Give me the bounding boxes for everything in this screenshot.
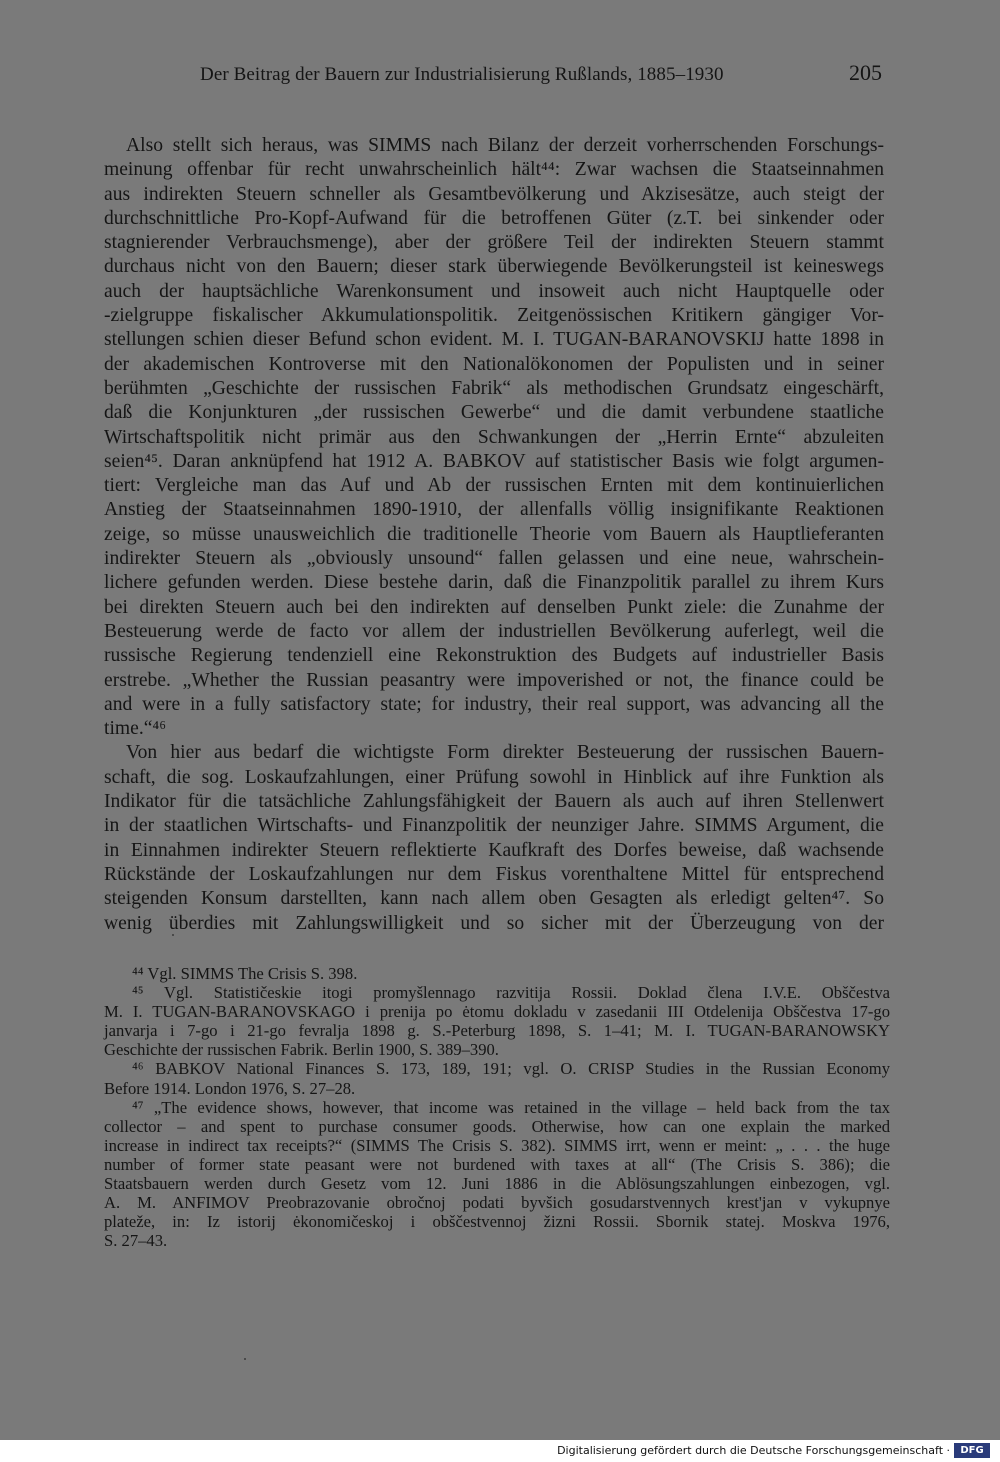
footnote-line: A. M. ANFIMOV Preobrazovanie obročnoj podati byvšich gosudarstvennych krest'jan v vykupnye — [104, 1193, 890, 1213]
text-line: steigenden Konsum darstellten, kann nach allem oben Gesagten als erledigt gelten⁴⁷. So — [104, 888, 884, 910]
text-line: russische Regierung tendenziell eine Rekonstruktion des Budgets auf industrieller Basis — [104, 645, 884, 667]
text-line: Besteuerung werde de facto vor allem der industriellen Bevölkerung auferlegt, weil die — [104, 620, 884, 642]
text-line: schaft, die sog. Loskaufzahlungen, einer Prüfung sowohl in Hinblick auf ihre Funktion als — [104, 766, 884, 788]
text-line: erstrebe. „Whether the Russian peasantry were impoverished or not, the finance could be — [104, 669, 884, 691]
text-line: Von hier aus bedarf die wichtigste Form direkter Besteuerung der russischen Bauern- — [126, 742, 884, 764]
text-line: durchaus nicht von den Bauern; dieser stark überwiegende Bevölkerungsteil ist keineswegs — [104, 256, 884, 278]
text-line: aus indirekten Steuern schneller als Gesamtbevölkerung und Akzisesätze, auch steigt der — [104, 183, 884, 205]
text-line: stagnierender Verbrauchsmenge), aber der größere Teil der indirekten Steuern stammt — [104, 232, 884, 254]
footnote-line: M. I. TUGAN-BARANOVSKAGO i prenija po ėtomu dokladu v zasedanii III Otdelenija Obščestva 17-go — [104, 1002, 890, 1022]
text-line: Anstieg der Staatseinnahmen 1890-1910, der allenfalls völlig insignifikante Reaktionen — [104, 499, 884, 521]
text-line: stellungen schien dieser Befund schon evident. M. I. TUGAN-BARANOVSKIJ hatte 1898 in — [104, 329, 884, 351]
text-line: tiert: Vergleiche man das Auf und Ab der russischen Ernten mit dem kontinuierlichen — [104, 475, 884, 497]
footnote-line: collector – and spent to purchase consumer goods. Otherwise, how can one explain the marked — [104, 1116, 890, 1136]
footnotes — [104, 964, 890, 1250]
footer-credit: Digitalisierung gefördert durch die Deutsche Forschungsgemeinschaft · — [557, 1444, 950, 1457]
text-line: and were in a fully satisfactory state; for industry, their real support, was advancing all the — [104, 693, 884, 715]
footnote-line: number of former state peasant were not burdened with taxes at all“ (The Crisis S. 386); die — [104, 1154, 890, 1174]
footnote-line: Geschichte der russischen Fabrik. Berlin 1900, S. 389–390. — [104, 1040, 499, 1060]
text-line: lichere gefunden werden. Diese bestehe darin, daß die Finanzpolitik parallel zu ihrem Kurs — [104, 572, 884, 594]
text-line: durchschnittliche Pro-Kopf-Aufwand für die betroffenen Güter (z.T. bei sinkender oder — [104, 207, 884, 229]
text-line: berühmten „Geschichte der russischen Fabrik“ als methodischen Grundsatz eingeschärft, — [104, 377, 884, 399]
footnote-line: ⁴⁷ „The evidence shows, however, that income was retained in the village – held back from the tax — [132, 1097, 890, 1117]
text-line: Also stellt sich heraus, was SIMMS nach Bilanz der derzeit vorherrschenden Forschungs- — [126, 135, 884, 156]
text-line: wenig überdies mit Zahlungswilligkeit und so sicher mit der Überzeugung von der — [104, 912, 884, 934]
footnote-line: janvarja i 7-go i 21-go fevralja 1898 g. S.-Peterburg 1898, S. 1–41; M. I. TUGAN-BARANOWSKY — [104, 1021, 890, 1041]
page-number: 205 — [849, 60, 882, 85]
footnote-line: ⁴⁵ Vgl. Statističeskie itogi promyšlennago razvitija Rossii. Doklad člena I.V.E. Obščestva — [132, 983, 890, 1003]
text-line: der akademischen Kontroverse mit den Nationalökonomen der Populisten und in seiner — [104, 353, 884, 375]
text-line: daß die Konjunkturen „der russischen Gewerbe“ und die damit verbundene staatliche — [104, 402, 884, 424]
body-text — [104, 134, 884, 936]
footnote-line: ⁴⁴ Vgl. SIMMS The Crisis S. 398. — [132, 964, 358, 983]
footnote-line: Before 1914. London 1976, S. 27–28. — [104, 1078, 356, 1098]
text-line: Wirtschaftspolitik nicht primär aus den Schwankungen der „Herrin Ernte“ abzuleiten — [104, 426, 884, 448]
text-line: -zielgruppe fiskalischer Akkumulationspolitik. Zeitgenössischen Kritikern gängiger Vor- — [104, 305, 884, 327]
text-line: zeige, so müsse unausweichlich die traditionelle Theorie vom Bauern als Hauptlieferanten — [104, 523, 884, 545]
text-line: time.“⁴⁶ — [104, 718, 167, 740]
footnote-line: plateže, in: Iz istorij ėkonomičeskoj i obščestvennoj žizni Rossii. Sbornik statej. Moskva 1976, — [104, 1212, 890, 1232]
text-line: Rückstände der Loskaufzahlungen nur dem Fiskus vorenthaltene Mittel für entsprechend — [104, 863, 884, 885]
text-line: in der staatlichen Wirtschafts- und Finanzpolitik der neunziger Jahre. SIMMS Argument, die — [104, 815, 884, 837]
digitization-footer — [0, 1440, 1000, 1462]
page-header — [104, 60, 882, 92]
footnote-line: S. 27–43. — [104, 1231, 168, 1251]
text-line: seien⁴⁵. Daran anknüpfend hat 1912 A. BABKOV auf statistischer Basis wie folgt argumen- — [104, 450, 884, 472]
scan-speck — [172, 934, 174, 936]
text-line: bei direkten Steuern auch bei den indirekten auf denselben Punkt ziele: die Zunahme der — [104, 596, 884, 618]
text-line: Indikator für die tatsächliche Zahlungsfähigkeit der Bauern als auch auf ihren Stellenwert — [104, 791, 884, 813]
footnote-line: ⁴⁶ BABKOV National Finances S. 173, 189, 191; vgl. O. CRISP Studies in the Russian Economy — [132, 1059, 890, 1079]
footnote-line: Staatsbauern werden durch Gesetz vom 12. Juni 1886 in die Ablösungszahlungen einbezogen, vgl. — [104, 1174, 890, 1194]
text-line: indirekter Steuern als „obviously unsound“ fallen gelassen und eine neue, wahrschein- — [104, 548, 884, 570]
running-title: Der Beitrag der Bauern zur Industrialisierung Rußlands, 1885–1930 — [200, 64, 724, 85]
dfg-logo-icon: DFG — [954, 1443, 990, 1458]
scan-speck — [244, 1358, 246, 1360]
text-line: meinung offenbar für recht unwahrscheinlich hält⁴⁴: Zwar wachsen die Staatseinnahmen — [104, 159, 884, 181]
text-line: in Einnahmen indirekter Steuern reflektierte Kaufkraft des Dorfes beweise, daß wachsende — [104, 839, 884, 861]
text-line: auch der hauptsächliche Warenkonsument und insoweit auch nicht Hauptquelle oder — [104, 280, 884, 302]
footnote-line: increase in indirect tax receipts?“ (SIMMS The Crisis S. 382). SIMMS irrt, wenn er meint: „ . . . the huge — [104, 1135, 890, 1155]
